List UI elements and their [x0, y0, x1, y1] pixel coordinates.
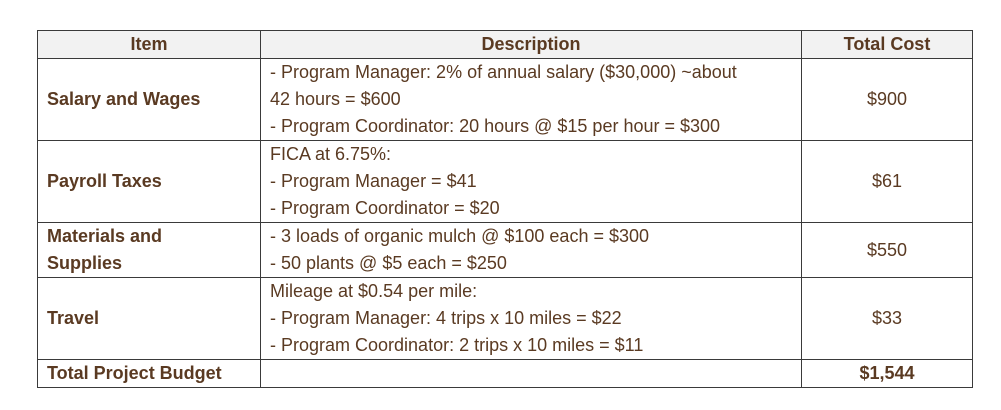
row-item-label: Payroll Taxes [38, 141, 261, 223]
row-description [261, 141, 802, 223]
description-line: 42 hours = $600 [270, 89, 401, 109]
row-cost: $550 [802, 223, 973, 278]
description-line: - Program Manager: 2% of annual salary ($30,000) ~about [270, 62, 737, 82]
header-row [38, 31, 973, 59]
header-description: Description [261, 31, 802, 59]
total-cost: $1,544 [802, 360, 973, 388]
row-cost: $900 [802, 59, 973, 141]
description-line: - Program Coordinator = $20 [270, 198, 500, 218]
description-line: - Program Coordinator: 20 hours @ $15 per hour = $300 [270, 116, 721, 136]
row-cost: $33 [802, 278, 973, 360]
description-line: - Program Manager: 4 trips x 10 miles = $22 [270, 308, 622, 328]
description-line: - 50 plants @ $5 each = $250 [270, 253, 507, 273]
description-line: - Program Manager = $41 [270, 171, 477, 191]
row-description [261, 223, 802, 278]
header-total-cost: Total Cost [802, 31, 973, 59]
total-label: Total Project Budget [38, 360, 261, 388]
description-line: - Program Coordinator: 2 trips x 10 miles = $11 [270, 335, 644, 355]
description-line: - 3 loads of organic mulch @ $100 each = $300 [270, 226, 650, 246]
row-description [261, 59, 802, 141]
item-label-line: Supplies [47, 253, 123, 273]
total-row [38, 360, 973, 388]
budget-table [37, 30, 973, 388]
row-cost: $61 [802, 141, 973, 223]
row-item-label: Salary and Wages [38, 59, 261, 141]
row-item-label [38, 223, 261, 278]
table-row [38, 223, 973, 278]
table-row [38, 141, 973, 223]
table-row [38, 59, 973, 141]
item-label-line: Materials and [47, 226, 163, 246]
description-line: Mileage at $0.54 per mile: [270, 281, 478, 301]
total-description-empty [261, 360, 802, 388]
description-line: FICA at 6.75%: [270, 144, 392, 164]
table-row [38, 278, 973, 360]
row-description [261, 278, 802, 360]
row-item-label: Travel [38, 278, 261, 360]
header-item: Item [38, 31, 261, 59]
